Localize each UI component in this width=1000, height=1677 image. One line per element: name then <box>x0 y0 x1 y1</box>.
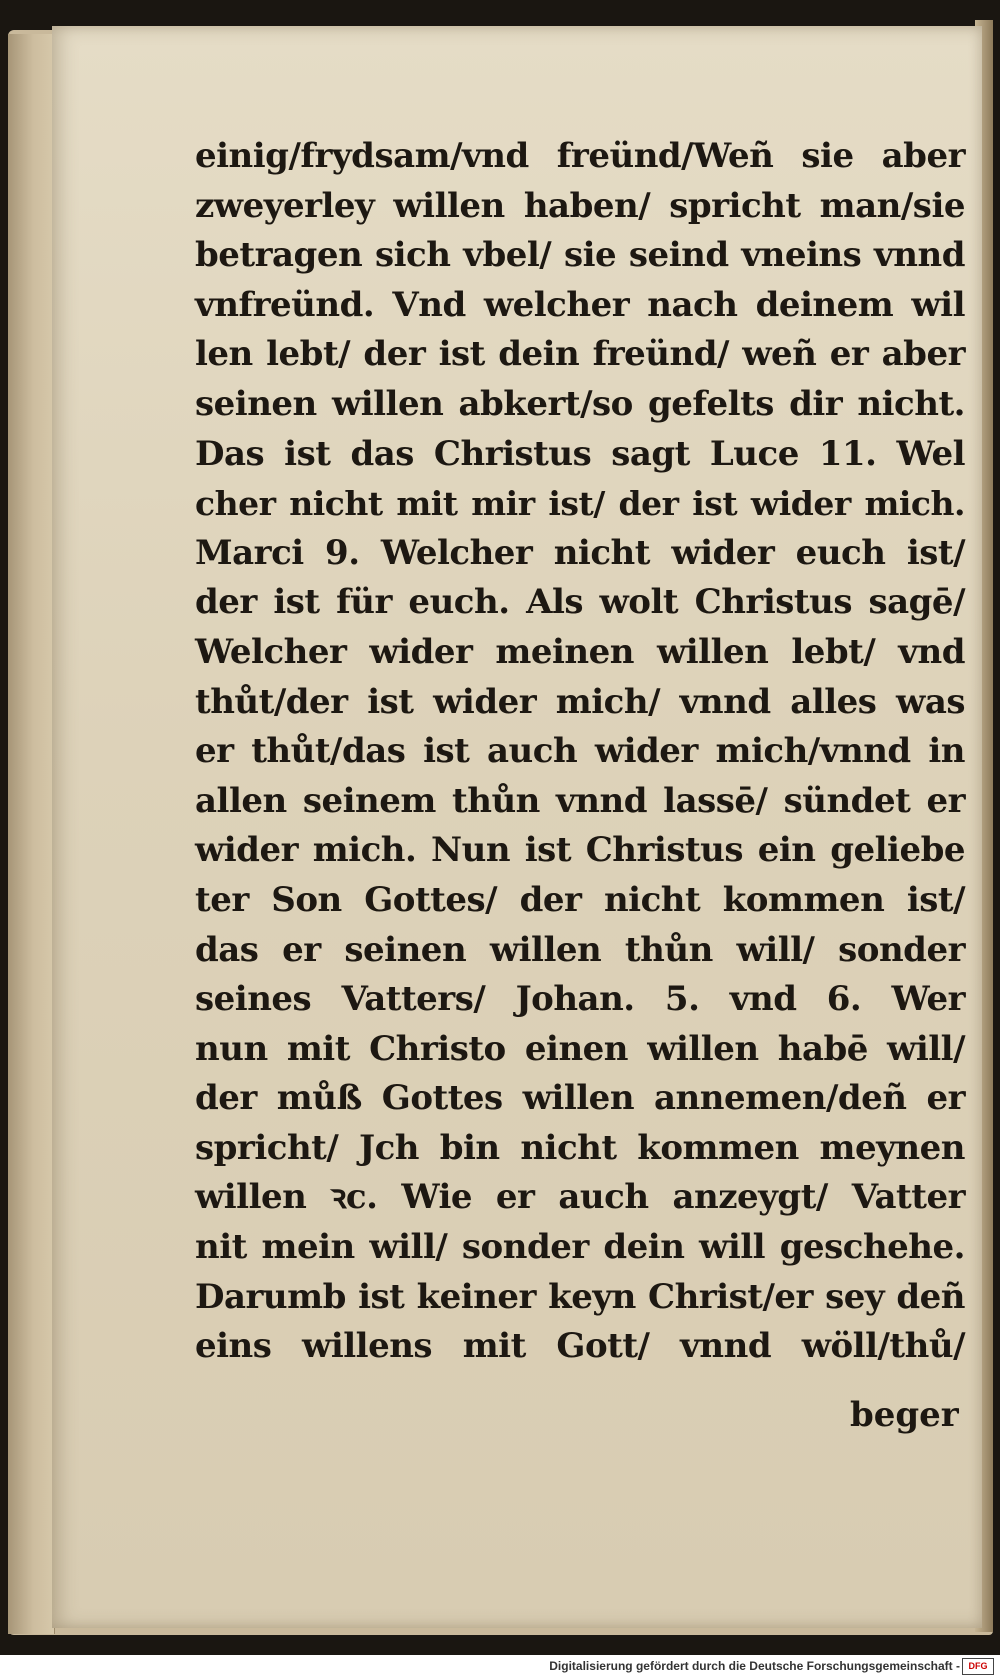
text-line: nit mein will/ sonder dein will geschehe. <box>195 1227 965 1268</box>
text-line: einig/frydsam/vnd freünd/Weñ sie aber <box>195 136 965 176</box>
text-line: nun mit Christo einen willen habē will/ <box>195 1028 965 1069</box>
text-line: willen ꝛc. Wie er auch anzeygt/ Vatter <box>195 1177 965 1218</box>
text-line: er thůt/das ist auch wider mich/vnnd in <box>195 731 965 772</box>
page-gutter-edge <box>8 34 55 1634</box>
text-line: das er seinen willen thůn will/ sonder <box>195 929 965 970</box>
text-line: der můß Gottes willen annemen/deñ er <box>195 1078 965 1119</box>
text-line: spricht/ Jch bin nicht kommen meynen <box>195 1127 965 1168</box>
text-line: der ist für euch. Als wolt Christus sagē/ <box>195 582 965 623</box>
text-line: wider mich. Nun ist Christus ein geliebe <box>195 830 965 871</box>
text-line: cher nicht mit mir ist/ der ist wider mich. <box>195 484 965 524</box>
text-line: vnfreünd. Vnd welcher nach deinem wil <box>195 284 965 325</box>
text-line: allen seinem thůn vnnd lassē/ sündet er <box>195 780 965 821</box>
text-line: ter Son Gottes/ der nicht kommen ist/ <box>195 879 965 920</box>
text-line: thůt/der ist wider mich/ vnnd alles was <box>195 681 965 722</box>
dfg-logo: DFG <box>962 1658 994 1675</box>
text-line: Welcher wider meinen willen lebt/ vnd <box>195 631 965 672</box>
text-line: len lebt/ der ist dein freünd/ weñ er aber <box>195 334 965 375</box>
text-line: eins willens mit Gott/ vnnd wöll/thů/ <box>195 1326 965 1367</box>
text-line: Darumb ist keiner keyn Christ/er sey deñ <box>195 1276 965 1317</box>
text-line: Marci 9. Welcher nicht wider euch ist/ <box>195 532 965 573</box>
text-line: seinen willen abkert/so gefelts dir nicht. <box>195 383 965 424</box>
digitization-credit: Digitalisierung gefördert durch die Deutsche Forschungsgemeinschaft - <box>549 1659 960 1673</box>
text-line: betragen sich vbel/ sie seind vneins vnnd <box>195 235 965 276</box>
catchword: beger <box>850 1395 959 1435</box>
text-line: seines Vatters/ Johan. 5. vnd 6. Wer <box>195 979 965 1020</box>
text-line: zweyerley willen haben/ spricht man/sie <box>195 185 965 226</box>
text-line: Das ist das Christus sagt Luce 11. Wel <box>195 433 965 474</box>
page-text-block <box>195 132 965 1372</box>
